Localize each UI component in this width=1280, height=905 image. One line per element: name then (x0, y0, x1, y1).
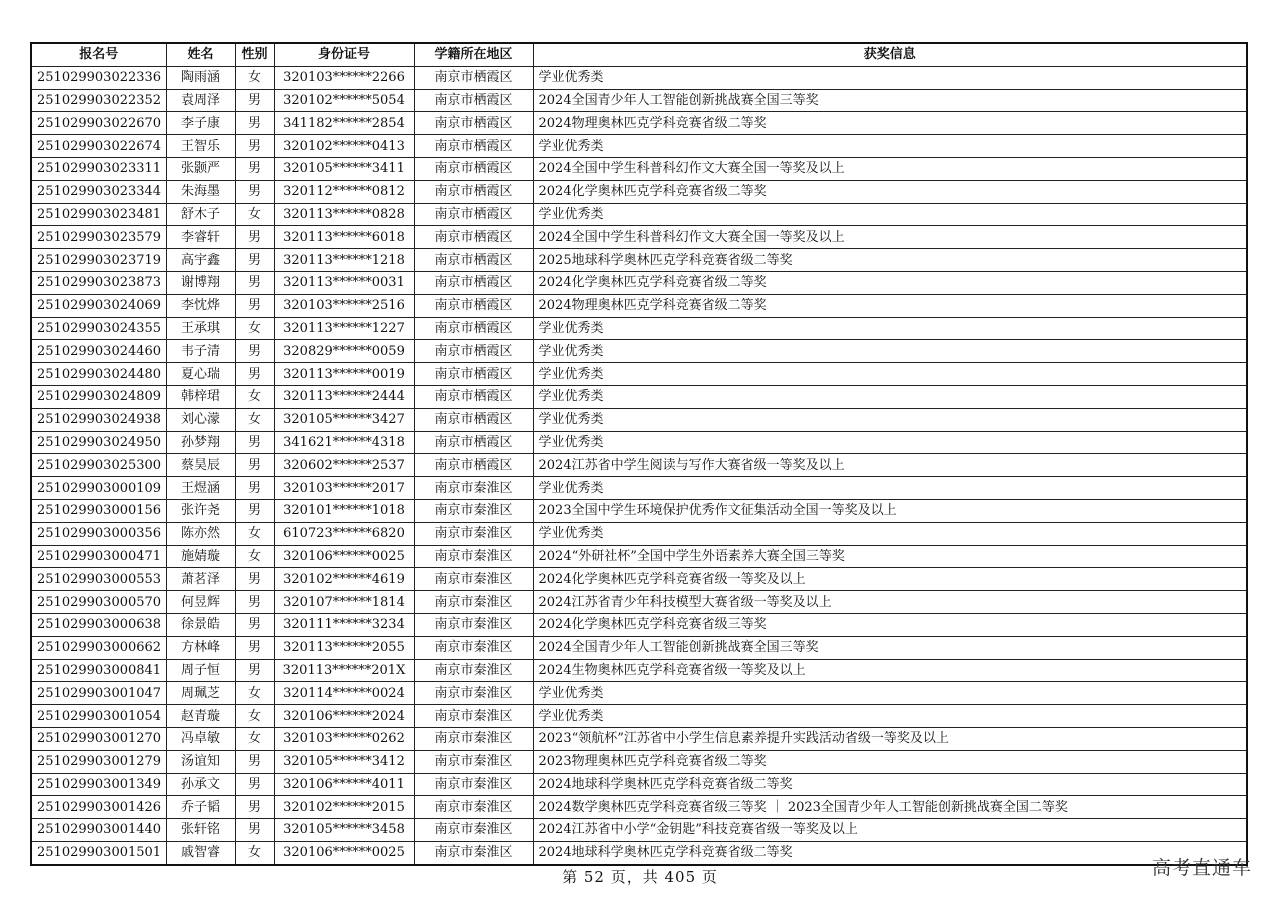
table-row (31, 522, 1247, 545)
gender-cell: 男 (235, 659, 274, 682)
region-cell: 南京市栖霞区 (414, 249, 533, 272)
award-info-cell: 2024化学奥林匹克学科竞赛省级二等奖 (533, 271, 1247, 294)
registration-number-cell: 251029903024460 (31, 340, 166, 363)
id-card-cell: 320107******1814 (274, 591, 414, 614)
gender-cell: 女 (235, 408, 274, 431)
gender-cell: 男 (235, 796, 274, 819)
table-row (31, 363, 1247, 386)
name-cell: 陈亦然 (166, 522, 235, 545)
registration-number-cell: 251029903022670 (31, 112, 166, 135)
region-cell: 南京市栖霞区 (414, 340, 533, 363)
region-cell: 南京市秦淮区 (414, 568, 533, 591)
gender-cell: 男 (235, 112, 274, 135)
name-cell: 乔子韬 (166, 796, 235, 819)
registration-number-cell: 251029903000471 (31, 545, 166, 568)
award-info-cell: 2024地球科学奥林匹克学科竞赛省级二等奖 (533, 773, 1247, 796)
id-card-cell: 320113******201X (274, 659, 414, 682)
watermark-logo: 高考直通车 (1151, 857, 1252, 879)
registration-number-cell: 251029903001349 (31, 773, 166, 796)
id-card-cell: 320106******0025 (274, 841, 414, 864)
registration-number-cell: 251029903023481 (31, 203, 166, 226)
region-cell: 南京市秦淮区 (414, 796, 533, 819)
name-cell: 施婧璇 (166, 545, 235, 568)
header-award-info: 获奖信息 (533, 43, 1247, 66)
name-cell: 张轩铭 (166, 819, 235, 842)
table-row (31, 659, 1247, 682)
award-info-cell: 学业优秀类 (533, 408, 1247, 431)
region-cell: 南京市栖霞区 (414, 135, 533, 158)
table-row (31, 203, 1247, 226)
id-card-cell: 320105******3412 (274, 750, 414, 773)
gender-cell: 女 (235, 682, 274, 705)
id-card-cell: 320113******2055 (274, 636, 414, 659)
id-card-cell: 320102******5054 (274, 89, 414, 112)
registration-number-cell: 251029903024355 (31, 317, 166, 340)
registration-number-cell: 251029903000570 (31, 591, 166, 614)
registration-number-cell: 251029903024938 (31, 408, 166, 431)
name-cell: 陶雨涵 (166, 66, 235, 89)
id-card-cell: 320113******2444 (274, 385, 414, 408)
id-card-cell: 320103******2017 (274, 477, 414, 500)
id-card-cell: 320101******1018 (274, 499, 414, 522)
name-cell: 孙承文 (166, 773, 235, 796)
id-card-cell: 320114******0024 (274, 682, 414, 705)
gender-cell: 女 (235, 522, 274, 545)
name-cell: 李子康 (166, 112, 235, 135)
registration-number-cell: 251029903001047 (31, 682, 166, 705)
name-cell: 王智乐 (166, 135, 235, 158)
id-card-cell: 320105******3427 (274, 408, 414, 431)
gender-cell: 女 (235, 545, 274, 568)
name-cell: 萧茗泽 (166, 568, 235, 591)
gender-cell: 男 (235, 157, 274, 180)
region-cell: 南京市秦淮区 (414, 750, 533, 773)
award-info-cell: 学业优秀类 (533, 363, 1247, 386)
id-card-cell: 610723******6820 (274, 522, 414, 545)
region-cell: 南京市栖霞区 (414, 317, 533, 340)
id-card-cell: 320113******1218 (274, 249, 414, 272)
region-cell: 南京市秦淮区 (414, 682, 533, 705)
region-cell: 南京市栖霞区 (414, 203, 533, 226)
table-row (31, 819, 1247, 842)
region-cell: 南京市秦淮区 (414, 727, 533, 750)
table-row (31, 89, 1247, 112)
award-info-cell: 学业优秀类 (533, 385, 1247, 408)
gender-cell: 男 (235, 568, 274, 591)
table-row (31, 454, 1247, 477)
name-cell: 冯卓敏 (166, 727, 235, 750)
gender-cell: 女 (235, 385, 274, 408)
id-card-cell: 320112******0812 (274, 180, 414, 203)
gender-cell: 男 (235, 477, 274, 500)
name-cell: 孙梦翔 (166, 431, 235, 454)
award-info-cell: 2024物理奥林匹克学科竞赛省级二等奖 (533, 112, 1247, 135)
table-row (31, 135, 1247, 158)
table-row (31, 340, 1247, 363)
award-info-cell: 2024江苏省中学生阅读与写作大赛省级一等奖及以上 (533, 454, 1247, 477)
name-cell: 方林峰 (166, 636, 235, 659)
table-row (31, 841, 1247, 864)
region-cell: 南京市栖霞区 (414, 363, 533, 386)
id-card-cell: 320102******4619 (274, 568, 414, 591)
registration-number-cell: 251029903001501 (31, 841, 166, 864)
table-row (31, 226, 1247, 249)
gender-cell: 男 (235, 636, 274, 659)
name-cell: 夏心瑞 (166, 363, 235, 386)
registration-number-cell: 251029903000638 (31, 613, 166, 636)
header-name: 姓名 (166, 43, 235, 66)
region-cell: 南京市秦淮区 (414, 773, 533, 796)
registration-number-cell: 251029903000156 (31, 499, 166, 522)
table-header-row (31, 43, 1247, 66)
gender-cell: 女 (235, 727, 274, 750)
award-info-cell: 学业优秀类 (533, 66, 1247, 89)
region-cell: 南京市栖霞区 (414, 66, 533, 89)
table-row (31, 294, 1247, 317)
table-row (31, 545, 1247, 568)
registration-number-cell: 251029903023719 (31, 249, 166, 272)
award-info-cell: 2023全国中学生环境保护优秀作文征集活动全国一等奖及以上 (533, 499, 1247, 522)
award-info-cell: 2024全国中学生科普科幻作文大赛全国一等奖及以上 (533, 226, 1247, 249)
registration-number-cell: 251029903024069 (31, 294, 166, 317)
registration-number-cell: 251029903001440 (31, 819, 166, 842)
registration-number-cell: 251029903023873 (31, 271, 166, 294)
registration-number-cell: 251029903000109 (31, 477, 166, 500)
table-row (31, 249, 1247, 272)
gender-cell: 男 (235, 454, 274, 477)
region-cell: 南京市秦淮区 (414, 591, 533, 614)
table-row (31, 682, 1247, 705)
id-card-cell: 320102******2015 (274, 796, 414, 819)
name-cell: 周子恒 (166, 659, 235, 682)
region-cell: 南京市秦淮区 (414, 613, 533, 636)
award-info-cell: 2024全国青少年人工智能创新挑战赛全国三等奖 (533, 636, 1247, 659)
registration-number-cell: 251029903000841 (31, 659, 166, 682)
award-roster-table (30, 42, 1248, 866)
gender-cell: 男 (235, 613, 274, 636)
gender-cell: 女 (235, 841, 274, 864)
gender-cell: 女 (235, 203, 274, 226)
award-info-cell: 2024化学奥林匹克学科竞赛省级二等奖 (533, 180, 1247, 203)
region-cell: 南京市栖霞区 (414, 226, 533, 249)
registration-number-cell: 251029903024809 (31, 385, 166, 408)
name-cell: 袁周泽 (166, 89, 235, 112)
name-cell: 汤谊知 (166, 750, 235, 773)
registration-number-cell: 251029903001270 (31, 727, 166, 750)
award-info-cell: 学业优秀类 (533, 431, 1247, 454)
id-card-cell: 320113******0828 (274, 203, 414, 226)
id-card-cell: 341182******2854 (274, 112, 414, 135)
region-cell: 南京市栖霞区 (414, 157, 533, 180)
id-card-cell: 320113******0019 (274, 363, 414, 386)
id-card-cell: 341621******4318 (274, 431, 414, 454)
award-info-cell: 2024全国青少年人工智能创新挑战赛全国三等奖 (533, 89, 1247, 112)
gender-cell: 男 (235, 226, 274, 249)
table-row (31, 385, 1247, 408)
region-cell: 南京市栖霞区 (414, 112, 533, 135)
name-cell: 舒木子 (166, 203, 235, 226)
table-row (31, 705, 1247, 728)
id-card-cell: 320105******3411 (274, 157, 414, 180)
gender-cell: 男 (235, 591, 274, 614)
id-card-cell: 320106******2024 (274, 705, 414, 728)
gender-cell: 男 (235, 340, 274, 363)
name-cell: 王煜涵 (166, 477, 235, 500)
id-card-cell: 320113******0031 (274, 271, 414, 294)
name-cell: 周珮芝 (166, 682, 235, 705)
region-cell: 南京市秦淮区 (414, 522, 533, 545)
registration-number-cell: 251029903001426 (31, 796, 166, 819)
table-row (31, 796, 1247, 819)
award-info-cell: 2024地球科学奥林匹克学科竞赛省级二等奖 (533, 841, 1247, 864)
registration-number-cell: 251029903000553 (31, 568, 166, 591)
registration-number-cell: 251029903000662 (31, 636, 166, 659)
table-body (31, 66, 1247, 864)
name-cell: 李睿轩 (166, 226, 235, 249)
name-cell: 刘心濛 (166, 408, 235, 431)
table-row (31, 157, 1247, 180)
award-info-cell: 2025地球科学奥林匹克学科竞赛省级二等奖 (533, 249, 1247, 272)
award-info-cell: 2024化学奥林匹克学科竞赛省级三等奖 (533, 613, 1247, 636)
award-info-cell: 2023“领航杯”江苏省中小学生信息素养提升实践活动省级一等奖及以上 (533, 727, 1247, 750)
id-card-cell: 320106******0025 (274, 545, 414, 568)
gender-cell: 男 (235, 819, 274, 842)
header-id-card: 身份证号 (274, 43, 414, 66)
registration-number-cell: 251029903022674 (31, 135, 166, 158)
header-region: 学籍所在地区 (414, 43, 533, 66)
registration-number-cell: 251029903022336 (31, 66, 166, 89)
award-info-cell: 2023物理奥林匹克学科竞赛省级二等奖 (533, 750, 1247, 773)
table-row (31, 112, 1247, 135)
table-row (31, 499, 1247, 522)
award-info-cell: 2024江苏省中小学“金钥匙”科技竞赛省级一等奖及以上 (533, 819, 1247, 842)
name-cell: 高宇鑫 (166, 249, 235, 272)
region-cell: 南京市栖霞区 (414, 385, 533, 408)
table-row (31, 180, 1247, 203)
gender-cell: 女 (235, 66, 274, 89)
header-registration-number: 报名号 (31, 43, 166, 66)
gender-cell: 男 (235, 180, 274, 203)
name-cell: 李忱烨 (166, 294, 235, 317)
gender-cell: 男 (235, 431, 274, 454)
award-info-cell: 学业优秀类 (533, 522, 1247, 545)
name-cell: 张颢严 (166, 157, 235, 180)
registration-number-cell: 251029903023311 (31, 157, 166, 180)
registration-number-cell: 251029903025300 (31, 454, 166, 477)
registration-number-cell: 251029903024480 (31, 363, 166, 386)
id-card-cell: 320106******4011 (274, 773, 414, 796)
award-info-cell: 2024江苏省青少年科技模型大赛省级一等奖及以上 (533, 591, 1247, 614)
name-cell: 谢博翔 (166, 271, 235, 294)
header-gender: 性别 (235, 43, 274, 66)
award-info-cell: 学业优秀类 (533, 705, 1247, 728)
name-cell: 蔡昊辰 (166, 454, 235, 477)
registration-number-cell: 251029903000356 (31, 522, 166, 545)
award-info-cell: 2024“外研社杯”全国中学生外语素养大赛全国三等奖 (533, 545, 1247, 568)
gender-cell: 男 (235, 135, 274, 158)
gender-cell: 女 (235, 317, 274, 340)
gender-cell: 男 (235, 363, 274, 386)
region-cell: 南京市秦淮区 (414, 841, 533, 864)
id-card-cell: 320829******0059 (274, 340, 414, 363)
gender-cell: 男 (235, 294, 274, 317)
gender-cell: 女 (235, 705, 274, 728)
region-cell: 南京市栖霞区 (414, 294, 533, 317)
registration-number-cell: 251029903001054 (31, 705, 166, 728)
registration-number-cell: 251029903024950 (31, 431, 166, 454)
registration-number-cell: 251029903023579 (31, 226, 166, 249)
id-card-cell: 320602******2537 (274, 454, 414, 477)
gender-cell: 男 (235, 773, 274, 796)
region-cell: 南京市栖霞区 (414, 454, 533, 477)
name-cell: 王承琪 (166, 317, 235, 340)
region-cell: 南京市秦淮区 (414, 636, 533, 659)
award-info-cell: 学业优秀类 (533, 477, 1247, 500)
table-row (31, 271, 1247, 294)
registration-number-cell: 251029903001279 (31, 750, 166, 773)
table-row (31, 727, 1247, 750)
registration-number-cell: 251029903022352 (31, 89, 166, 112)
name-cell: 朱海墨 (166, 180, 235, 203)
id-card-cell: 320103******2266 (274, 66, 414, 89)
region-cell: 南京市秦淮区 (414, 819, 533, 842)
id-card-cell: 320103******2516 (274, 294, 414, 317)
name-cell: 张许尧 (166, 499, 235, 522)
table-row (31, 431, 1247, 454)
award-info-cell: 2024生物奥林匹克学科竞赛省级一等奖及以上 (533, 659, 1247, 682)
award-info-cell: 学业优秀类 (533, 340, 1247, 363)
gender-cell: 男 (235, 249, 274, 272)
award-info-cell: 2024化学奥林匹克学科竞赛省级一等奖及以上 (533, 568, 1247, 591)
region-cell: 南京市栖霞区 (414, 180, 533, 203)
gender-cell: 男 (235, 271, 274, 294)
award-info-cell: 2024数学奥林匹克学科竞赛省级三等奖 ｜ 2023全国青少年人工智能创新挑战赛全国二等奖 (533, 796, 1247, 819)
name-cell: 韦子清 (166, 340, 235, 363)
table-row (31, 591, 1247, 614)
award-info-cell: 学业优秀类 (533, 317, 1247, 340)
region-cell: 南京市秦淮区 (414, 705, 533, 728)
region-cell: 南京市秦淮区 (414, 659, 533, 682)
award-info-cell: 2024全国中学生科普科幻作文大赛全国一等奖及以上 (533, 157, 1247, 180)
table-row (31, 477, 1247, 500)
id-card-cell: 320111******3234 (274, 613, 414, 636)
name-cell: 韩梓珺 (166, 385, 235, 408)
table-row (31, 317, 1247, 340)
award-info-cell: 学业优秀类 (533, 682, 1247, 705)
award-info-cell: 学业优秀类 (533, 203, 1247, 226)
gender-cell: 男 (235, 750, 274, 773)
award-info-cell: 2024物理奥林匹克学科竞赛省级二等奖 (533, 294, 1247, 317)
table-row (31, 750, 1247, 773)
id-card-cell: 320103******0262 (274, 727, 414, 750)
gender-cell: 男 (235, 499, 274, 522)
id-card-cell: 320113******1227 (274, 317, 414, 340)
region-cell: 南京市栖霞区 (414, 408, 533, 431)
name-cell: 赵青璇 (166, 705, 235, 728)
table-row (31, 66, 1247, 89)
table-row (31, 773, 1247, 796)
region-cell: 南京市秦淮区 (414, 477, 533, 500)
name-cell: 何昱辉 (166, 591, 235, 614)
id-card-cell: 320113******6018 (274, 226, 414, 249)
id-card-cell: 320105******3458 (274, 819, 414, 842)
region-cell: 南京市栖霞区 (414, 431, 533, 454)
gender-cell: 男 (235, 89, 274, 112)
page-number: 第 52 页，共 405 页 (562, 868, 718, 886)
name-cell: 徐景皓 (166, 613, 235, 636)
table-row (31, 568, 1247, 591)
region-cell: 南京市秦淮区 (414, 499, 533, 522)
region-cell: 南京市秦淮区 (414, 545, 533, 568)
table-row (31, 636, 1247, 659)
table-row (31, 408, 1247, 431)
table-row (31, 613, 1247, 636)
region-cell: 南京市栖霞区 (414, 271, 533, 294)
award-info-cell: 学业优秀类 (533, 135, 1247, 158)
id-card-cell: 320102******0413 (274, 135, 414, 158)
registration-number-cell: 251029903023344 (31, 180, 166, 203)
region-cell: 南京市栖霞区 (414, 89, 533, 112)
name-cell: 戚智睿 (166, 841, 235, 864)
